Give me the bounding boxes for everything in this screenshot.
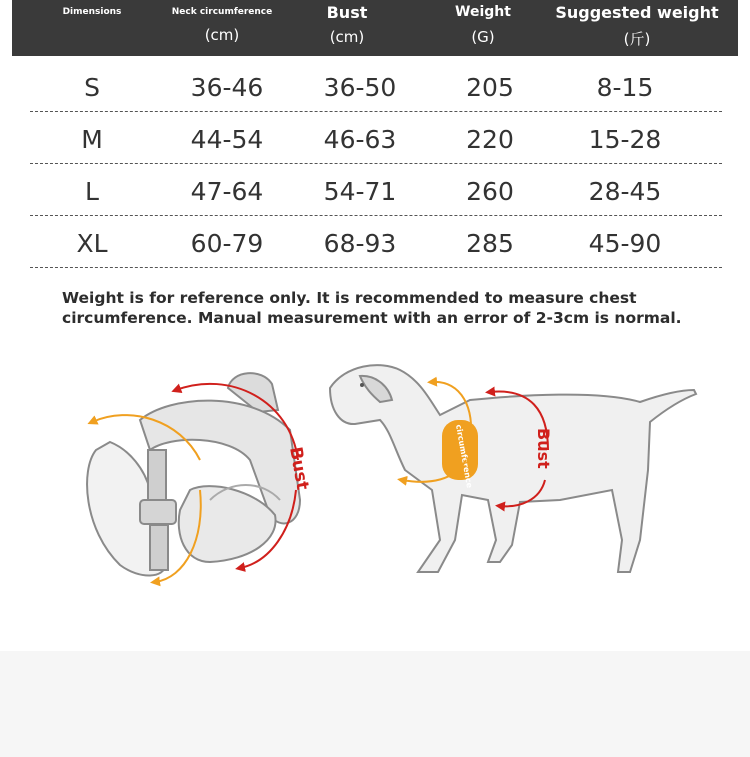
measurement-note: Weight is for reference only. It is recommended to measure chest circumference. Manual measurement with an error of 2-3cm is normal. xyxy=(62,289,682,327)
cell-neck: 47-64 xyxy=(190,177,264,206)
cell-weight: 205 xyxy=(466,73,514,102)
table-row xyxy=(30,60,722,112)
cell-neck: 60-79 xyxy=(190,229,264,258)
header-bust: Bust (cm) xyxy=(326,3,368,46)
cell-suggested: 15-28 xyxy=(588,125,662,154)
size-table-body xyxy=(30,60,722,268)
dog-drawing xyxy=(330,365,696,572)
cell-size: XL xyxy=(76,229,108,258)
cell-size: M xyxy=(81,125,103,154)
cell-neck: 36-46 xyxy=(190,73,264,102)
table-row xyxy=(30,112,722,164)
dog-neck-label: circumference xyxy=(454,423,475,489)
cell-bust: 46-63 xyxy=(323,125,397,154)
cell-bust: 54-71 xyxy=(323,177,397,206)
header-suggested-weight: Suggested weight (斤) xyxy=(555,3,719,48)
cell-neck: 44-54 xyxy=(190,125,264,154)
table-row xyxy=(30,164,722,216)
cell-suggested: 45-90 xyxy=(588,229,662,258)
cell-suggested: 28-45 xyxy=(588,177,662,206)
cell-suggested: 8-15 xyxy=(596,73,654,102)
cell-bust: 68-93 xyxy=(323,229,397,258)
harness-bust-label: Bust xyxy=(285,445,313,492)
cell-weight: 260 xyxy=(466,177,514,206)
footer-band xyxy=(0,651,750,757)
cell-size: L xyxy=(85,177,99,206)
dog-bust-label: Bust xyxy=(534,428,553,469)
cell-weight: 285 xyxy=(466,229,514,258)
cell-weight: 220 xyxy=(466,125,514,154)
header-neck: Neck circumference (cm) xyxy=(171,7,273,44)
size-table-header xyxy=(12,0,738,56)
header-weight: Weight (G) xyxy=(455,4,511,46)
table-row xyxy=(30,216,722,268)
cell-size: S xyxy=(84,73,100,102)
cell-bust: 36-50 xyxy=(323,73,397,102)
measurement-illustration xyxy=(0,340,750,640)
header-dimensions: Dimensions xyxy=(62,7,122,17)
